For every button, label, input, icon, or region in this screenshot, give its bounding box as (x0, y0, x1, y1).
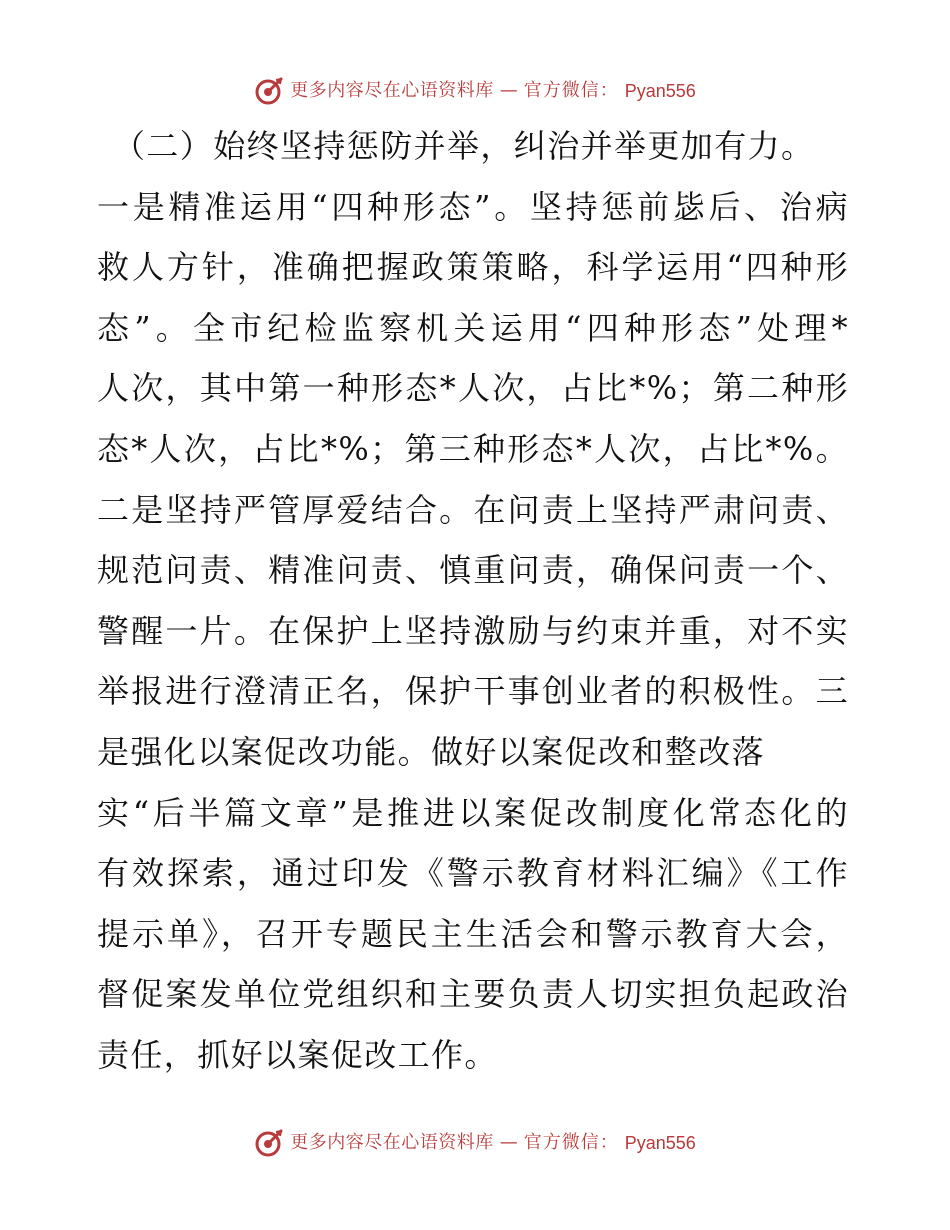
watermark-separator: — (499, 1132, 518, 1153)
body-line: 有效探索，通过印发《警示教育材料汇编》《工作 (97, 854, 849, 893)
body-line: 态”。全市纪检监察机关运用“四种形态”处理* (97, 308, 849, 347)
watermark-site-name: 更多内容尽在心语资料库 (290, 1132, 494, 1153)
watermark-separator: — (499, 80, 518, 101)
body-line: 人次，其中第一种形态*人次，占比*%；第二种形 (97, 369, 849, 408)
pen-circle-logo-icon (254, 1128, 284, 1158)
body-line: 是强化以案促改功能。做好以案促改和整改落 (97, 732, 766, 771)
pen-circle-logo-icon (254, 76, 284, 106)
body-line: 实“后半篇文章”是推进以案促改制度化常态化的 (97, 793, 849, 832)
body-line: 一是精准运用“四种形态”。坚持惩前毖后、治病 (97, 187, 849, 226)
body-line: 举报进行澄清正名，保护干事创业者的积极性。三 (97, 672, 849, 711)
watermark-wechat-label: 官方微信： (523, 80, 619, 101)
section-heading: （二）始终坚持惩防并举，纠治并举更加有力。 (113, 127, 815, 165)
body-line: 警醒一片。在保护上坚持激励与约束并重，对不实 (97, 611, 849, 650)
footer-watermark (0, 1128, 950, 1158)
body-line: 督促案发单位党组织和主要负责人切实担负起政治 (97, 975, 849, 1014)
watermark-wechat-id: Pyan556 (624, 81, 696, 101)
watermark-site-name: 更多内容尽在心语资料库 (290, 80, 494, 101)
body-line: 救人方针，准确把握政策策略，科学运用“四种形 (97, 248, 849, 287)
body-line: 态*人次，占比*%；第三种形态*人次，占比*%。 (97, 429, 849, 468)
body-line: 提示单》，召开专题民主生活会和警示教育大会， (97, 914, 849, 953)
body-line: 二是坚持严管厚爱结合。在问责上坚持严肃问责、 (97, 490, 849, 529)
document-body (97, 116, 849, 1086)
watermark-wechat-id: Pyan556 (624, 1133, 696, 1153)
watermark-wechat-label: 官方微信： (523, 1132, 619, 1153)
header-watermark (0, 76, 950, 106)
body-line: 责任，抓好以案促改工作。 (97, 1035, 498, 1074)
body-line: 规范问责、精准问责、慎重问责，确保问责一个、 (97, 551, 849, 590)
